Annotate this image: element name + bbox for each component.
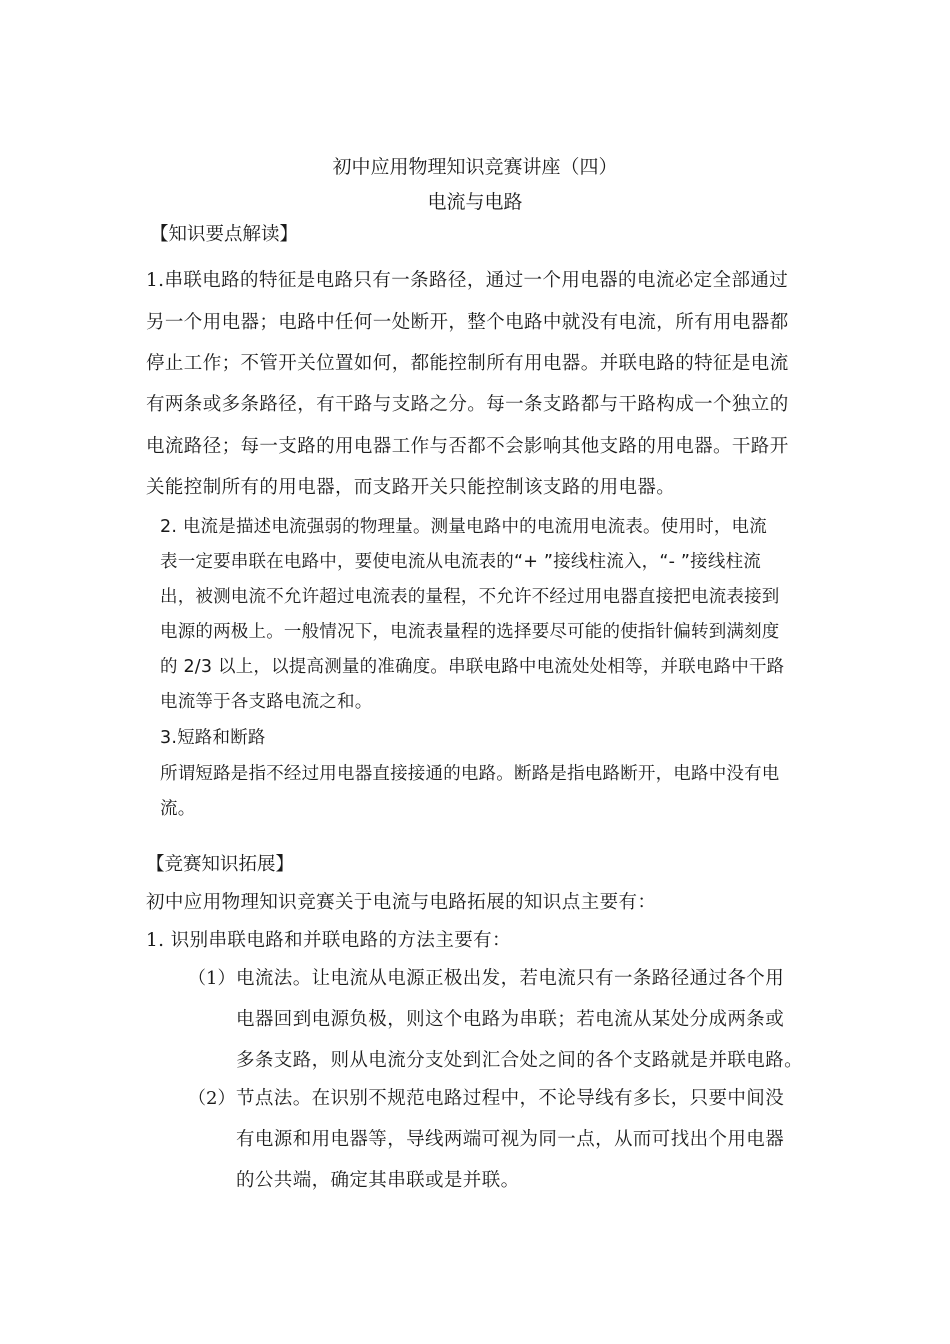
- paragraph-line: 出，被测电流不允许超过电流表的量程，不允许不经过用电器直接把电流表接到: [160, 587, 780, 607]
- paragraph-line: 有电源和用电器等，导线两端可视为同一点，从而可找出个用电器: [236, 1129, 785, 1150]
- sub-item-number: （2）: [188, 1088, 236, 1109]
- paragraph-line: 电流等于各支路电流之和。: [160, 692, 373, 712]
- section-heading-competition: 【竞赛知识拓展】: [146, 854, 295, 875]
- paragraph-line: 的 2/3 以上，以提高测量的准确度。串联电路中电流处处相等，并联电路中干路: [160, 657, 785, 677]
- page-subtitle: 电流与电路: [427, 191, 523, 213]
- sub-item-number: （1）: [188, 968, 236, 989]
- paragraph-line: 电源的两极上。一般情况下，电流表量程的选择要尽可能的使指针偏转到满刻度: [160, 622, 780, 642]
- paragraph-line: 2. 电流是描述电流强弱的物理量。测量电路中的电流用电流表。使用时，电流: [160, 517, 767, 537]
- list-item: 1. 识别串联电路和并联电路的方法主要有：: [146, 930, 511, 951]
- paragraph-line: 所谓短路是指不经过用电器直接接通的电路。断路是指电路断开，电路中没有电: [160, 764, 780, 784]
- paragraph-line: 初中应用物理知识竞赛关于电流与电路拓展的知识点主要有：: [146, 892, 657, 913]
- paragraph-line: 节点法。在识别不规范电路过程中，不论导线有多长，只要中间没: [236, 1088, 785, 1109]
- paragraph-line: 有两条或多条路径，有干路与支路之分。每一条支路都与干路构成一个独立的: [146, 394, 789, 415]
- paragraph-line: 多条支路，则从电流分支处到汇合处之间的各个支路就是并联电路。: [236, 1050, 804, 1071]
- paragraph-line: 电流路径；每一支路的用电器工作与否都不会影响其他支路的用电器。干路开: [146, 436, 789, 457]
- paragraph-line: 另一个用电器；电路中任何一处断开，整个电路中就没有电流，所有用电器都: [146, 312, 789, 333]
- paragraph-line: 电流法。让电流从电源正极出发，若电流只有一条路径通过各个用: [236, 968, 785, 989]
- paragraph-line: 电器回到电源负极，则这个电路为串联；若电流从某处分成两条或: [236, 1009, 785, 1030]
- paragraph-line: 停止工作；不管开关位置如何，都能控制所有用电器。并联电路的特征是电流: [146, 353, 789, 374]
- section-heading-knowledge: 【知识要点解读】: [150, 224, 299, 245]
- page-title: 初中应用物理知识竞赛讲座（四）: [332, 156, 618, 178]
- paragraph-line: 关能控制所有的用电器，而支路开关只能控制该支路的用电器。: [146, 477, 676, 498]
- subheading-short-circuit: 3.短路和断路: [160, 728, 266, 748]
- paragraph-line: 1.串联电路的特征是电路只有一条路径，通过一个用电器的电流必定全部通过: [146, 270, 789, 291]
- paragraph-line: 表一定要串联在电路中，要使电流从电流表的“+ ”接线柱流入，“- ”接线柱流: [160, 552, 761, 572]
- paragraph-line: 的公共端，确定其串联或是并联。: [236, 1170, 520, 1191]
- paragraph-line: 流。: [160, 799, 196, 819]
